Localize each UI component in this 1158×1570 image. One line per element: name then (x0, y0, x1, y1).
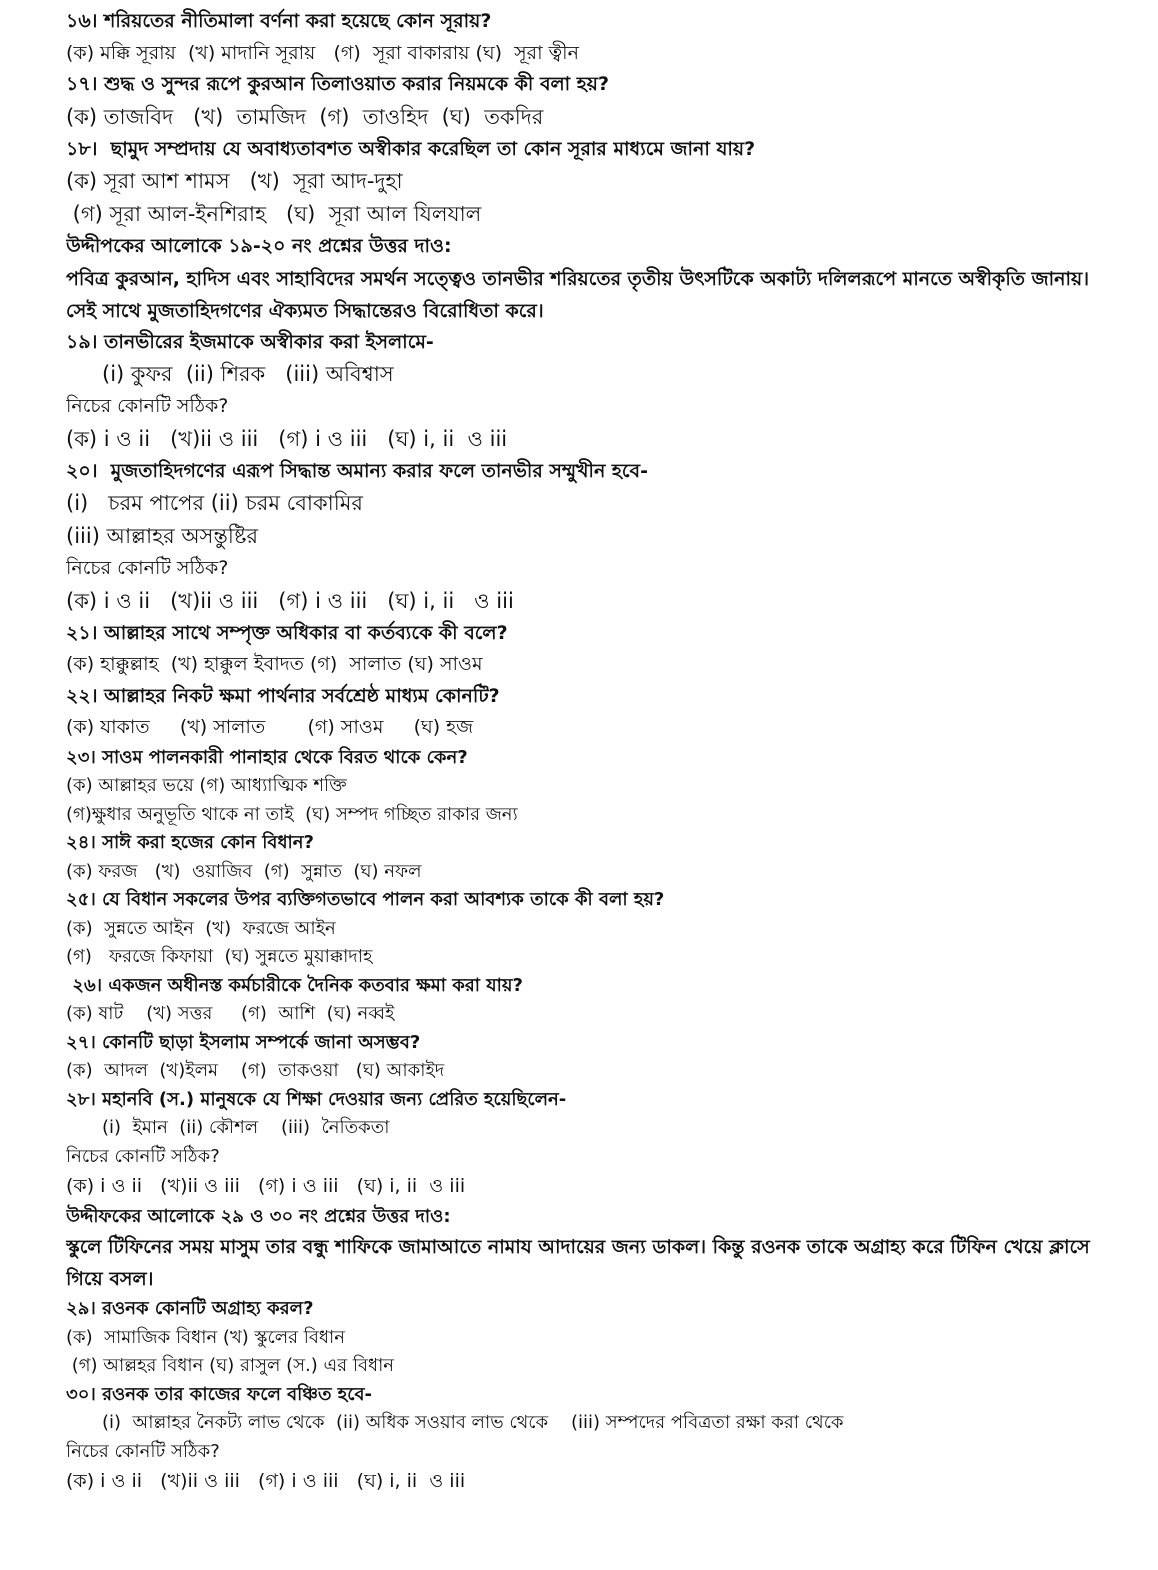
options-26: (ক) ষাট (খ) সত্তর (গ) আশি (ঘ) নব্বই (66, 1003, 395, 1024)
question-27: ২৭। কোনটি ছাড়া ইসলাম সম্পর্কে জানা অসম্ভব? (66, 1031, 421, 1053)
options-29-b: (গ) আল্লহর বিধান (ঘ) রাসুল (স.) এর বিধান (66, 1355, 395, 1376)
options-24: (ক) ফরজ (খ) ওয়াজিব (গ) সুন্নাত (ঘ) নফল (66, 860, 422, 882)
statements-30: (i) আল্লাহর নৈকট্য লাভ থেকে (ii) অধিক সওয়াব লাভ থেকে (iii) সম্পদের পবিত্রতা রক্ষা করা থেকে (102, 1412, 844, 1433)
options-16: (ক) মক্কি সূরায় (খ) মাদানি সূরায় (গ) সূরা বাকারায় (ঘ) সূরা ত্বীন (66, 41, 579, 64)
question-18: ১৮। ছামুদ সম্প্রদায় যে অবাধ্যতাবশত অস্বীকার করেছিল তা কোন সূরার মাধ্যমে জানা যায়? (66, 137, 756, 160)
statements-20-b: (iii) আল্লাহর অসন্তুষ্টির (66, 524, 259, 548)
options-25-a: (ক) সুন্নতে আইন (খ) ফরজে আইন (66, 917, 336, 939)
question-29: ২৯। রওনক কোনটি অগ্রাহ্য করল? (66, 1298, 314, 1319)
question-21: ২১। আল্লাহর সাথে সম্পৃক্ত অধিকার বা কর্তব্যকে কী বলে? (66, 621, 508, 644)
question-26: ২৬। একজন অধীনস্ত কর্মচারীকে দৈনিক কতবার ক্ষমা করা যায়? (66, 974, 523, 996)
question-20: ২০। মুজতাহিদগণের এরূপ সিদ্ধান্ত অমান্য করার ফলে তানভীর সম্মুখীন হবে- (66, 459, 648, 482)
statements-20-a: (i) চরম পাপের (ii) চরম বোকামির (66, 491, 363, 515)
options-18-b: (গ) সূরা আল-ইনশিরাহ (ঘ) সূরা আল যিলযাল (66, 202, 482, 226)
options-27: (ক) আদল (খ)ইলম (গ) তাকওয়া (ঘ) আকাইদ (66, 1060, 445, 1081)
options-19: (ক) i ও ii (খ)ii ও iii (গ) i ও iii (ঘ) i, ii ও iii (66, 426, 508, 451)
question-23: ২৩। সাওম পালনকারী পানাহার থেকে বিরত থাকে কেন? (66, 746, 468, 768)
statements-19: (i) কুফর (ii) শিরক (iii) অবিশ্বাস (102, 362, 394, 386)
options-28: (ক) i ও ii (খ)ii ও iii (গ) i ও iii (ঘ) i, ii ও iii (66, 1175, 466, 1197)
statements-28: (i) ইমান (ii) কৌশল (iii) নৈতিকতা (102, 1117, 390, 1138)
options-23-a: (ক) আল্লাহর ভয়ে (গ) আধ্যাত্মিক শক্তি (66, 775, 347, 796)
which-correct-20: নিচের কোনটি সঠিক? (66, 557, 229, 579)
question-24: ২৪। সাঈ করা হজের কোন বিধান? (66, 832, 314, 853)
stimulus-heading-29-30: উদ্দীফকের আলোকে ২৯ ও ৩০ নং প্রশ্নের উত্তর দাও: (66, 1205, 451, 1227)
question-22: ২২। আল্লাহর নিকট ক্ষমা পার্থনার সর্বশ্রেষ্ঠ মাধ্যম কোনটি? (66, 684, 500, 707)
options-23-b: (গ)ক্ষুধার অনুভূতি থাকে না তাই (ঘ) সম্পদ গচ্ছিত রাকার জন্য (66, 803, 518, 825)
which-correct-30: নিচের কোনটি সঠিক? (66, 1440, 220, 1462)
options-30: (ক) i ও ii (খ)ii ও iii (গ) i ও iii (ঘ) i, ii ও iii (66, 1470, 466, 1492)
options-29-a: (ক) সামাজিক বিধান (খ) স্কুলের বিধান (66, 1326, 345, 1348)
stimulus-heading-19-20: উদ্দীপকের আলোকে ১৯-২০ নং প্রশ্নের উত্তর দাও: (66, 235, 452, 257)
question-25: ২৫। যে বিধান সকলের উপর ব্যক্তিগতভাবে পালন করা আবশ্যক তাকে কী বলা হয়? (66, 889, 665, 910)
question-17: ১৭। শুদ্ধ ও সুন্দর রূপে কুরআন তিলাওয়াত করার নিয়মকে কী বলা হয়? (66, 73, 609, 95)
stimulus-text-29-30: স্কুলে টিফিনের সময় মাসুম তার বন্ধু শাফিকে জামাআতে নামায আদায়ের জন্য ডাকল। কিন্তু রওনক তাকে অগ্রাহ্য করে টিফিন খেয়ে ক্লাসে গিয়ে বসল। (66, 1236, 1090, 1290)
options-20: (ক) i ও ii (খ)ii ও iii (গ) i ও iii (ঘ) i, ii ও iii (66, 588, 514, 613)
question-19: ১৯। তানভীরের ইজমাকে অস্বীকার করা ইসলামে- (66, 330, 434, 353)
which-correct-19: নিচের কোনটি সঠিক? (66, 395, 229, 417)
options-25-b: (গ) ফরজে কিফায়া (ঘ) সুন্নতে মুয়াক্কাদাহ (66, 946, 373, 967)
question-16: ১৬। শরিয়তের নীতিমালা বর্ণনা করা হয়েছে কোন সূরায়? (66, 10, 492, 32)
options-17: (ক) তাজবিদ (খ) তামজিদ (গ) তাওহিদ (ঘ) তকদির (66, 104, 544, 129)
which-correct-28: নিচের কোনটি সঠিক? (66, 1145, 220, 1167)
question-30: ৩০। রওনক তার কাজের ফলে বঞ্চিত হবে- (66, 1383, 372, 1405)
options-21: (ক) হাক্কুল্লাহ (খ) হাক্কুল ইবাদত (গ) সালাত (ঘ) সাওম (66, 653, 483, 675)
question-28: ২৮। মহানবি (স.) মানুষকে যে শিক্ষা দেওয়ার জন্য প্রেরিত হয়েছিলেন- (66, 1088, 567, 1110)
options-22: (ক) যাকাত (খ) সালাত (গ) সাওম (ঘ) হজ (66, 716, 474, 738)
stimulus-text-19-20: পবিত্র কুরআন, হাদিস এবং সাহাবিদের সমর্থন সত্ত্বেও তানভীর শরিয়তের তৃতীয় উৎসটিকে অকাট্য দলিলরূপে মানতে অস্বীকৃতি জানায়। সেই সাথে মুজতাহিদগণের ঐক্যমত সিদ্ধান্তেরও বিরোধিতা করে। (66, 267, 1090, 322)
options-18-a: (ক) সূরা আশ শামস (খ) সূরা আদ-দুহা (66, 169, 403, 193)
